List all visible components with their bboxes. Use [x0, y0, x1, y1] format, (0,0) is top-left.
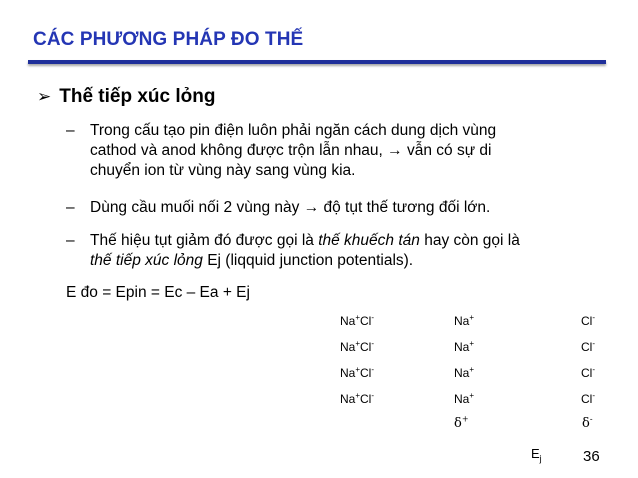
bullet-3-term-2: thế tiếp xúc lỏng [90, 252, 203, 269]
section-heading-text: Thế tiếp xúc lỏng [59, 86, 216, 107]
arrow-bullet-icon: ➢ [37, 87, 52, 107]
ion-cell: Na+Cl- [340, 365, 375, 380]
ion-cell: Na+ [454, 313, 475, 328]
page-number: 36 [583, 448, 600, 465]
bullet-1-line-2: cathod và anod không được trộn lẫn nhau, → vẫn có sự di [90, 142, 492, 159]
ej-label: $E_j$ [531, 446, 542, 464]
ion-cell: Cl- [581, 339, 596, 354]
bullet-3-text-a: Thế hiệu tụt giảm đó được gọi là [90, 232, 319, 249]
bullet-dash: – [66, 122, 75, 139]
title-divider [28, 60, 606, 64]
bullet-3-text-c: Ej (liqquid junction potentials). [202, 252, 414, 269]
bullet-3-line-1 [90, 231, 520, 251]
ion-cell: Na+Cl- [340, 339, 375, 354]
equation: E đo = Epin = Ec – Ea + Ej [66, 284, 250, 301]
bullet-dash: – [66, 232, 75, 249]
ion-cell: Na+Cl- [340, 313, 375, 328]
bullet-2-line-1: Dùng cầu muối nối 2 vùng này → độ tụt thế tương đối lớn. [90, 199, 491, 216]
slide-title: CÁC PHƯƠNG PHÁP ĐO THẾ [33, 29, 304, 50]
ion-cell: Cl- [581, 365, 596, 380]
ion-cell: Na+ [454, 339, 475, 354]
bullet-1-line-3: chuyển ion từ vùng này sang vùng kia. [90, 162, 356, 179]
ion-cell: Cl- [581, 313, 596, 328]
delta-minus: δ- [582, 414, 593, 431]
bullet-1-line-1: Trong cấu tạo pin điện luôn phải ngăn cách dung dịch vùng [90, 122, 497, 139]
bullet-3-line-2 [90, 251, 413, 271]
section-heading [37, 86, 215, 108]
bullet-dash: – [66, 199, 75, 216]
ion-cell: Na+ [454, 365, 475, 380]
ion-cell: Na+ [454, 391, 475, 406]
ion-cell: Na+Cl- [340, 391, 375, 406]
bullet-3-term-1: thế khuếch tán [318, 232, 420, 249]
bullet-3-text-b: hay còn gọi là [419, 232, 520, 249]
delta-plus: δ+ [454, 414, 469, 431]
ion-cell: Cl- [581, 391, 596, 406]
